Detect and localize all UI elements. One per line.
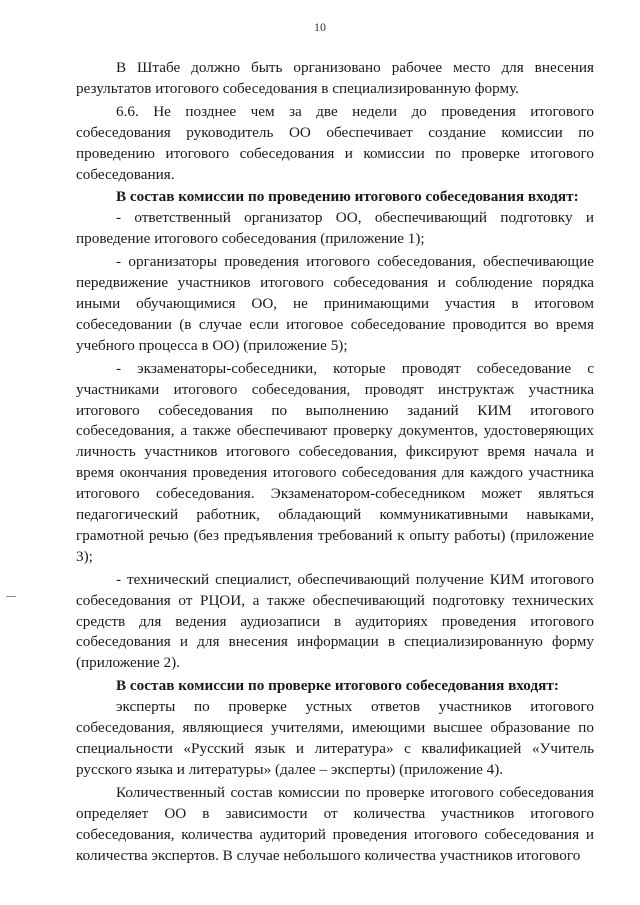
margin-mark: [6, 596, 16, 597]
heading-conduct-commission: В состав комиссии по проведению итогового собеседования входят:: [116, 188, 579, 206]
list-item-technical-specialist: - технический специалист, обеспечивающий получение КИМ итогового собеседования от РЦОИ, а также обеспечивающий подготовку технических средств для ведения аудиозаписи в аудиториях проведения итогового собеседования и для внесения информации в специализированную форму (приложение 2).: [76, 570, 594, 672]
list-item-examiners: - экзаменаторы-собеседники, которые проводят собеседование с участниками итогового собеседования, проводят инструктаж участника итогового собеседования по выполнению заданий КИМ итогового собеседования, а также обеспечивают проверку документов, удостоверяющих личность участников итогового собеседования, фиксируют время начала и время окончания проведения итогового собеседования для каждого участника итогового собеседования. Экзаменатором-собеседником может являться педагогический работник, обладающий коммуникативными навыками, грамотной речью (без предъявления требований к опыту работы) (приложение 3);: [76, 359, 594, 565]
paragraph-experts: эксперты по проверке устных ответов участников итогового собеседования, являющиеся учителями, имеющими высшее образование по специальности «Русский язык и литература» с квалификацией «Учитель русского языка и литературы» (далее – эксперты) (приложение 4).: [76, 698, 594, 778]
page-number: 10: [314, 20, 326, 34]
paragraph-workplace: В Штабе должно быть организовано рабочее место для внесения результатов итогового собеседования в специализированную форму.: [76, 59, 594, 97]
list-item-responsible-organizer: - ответственный организатор ОО, обеспечивающий подготовку и проведение итогового собеседования (приложение 1);: [76, 209, 594, 248]
heading-check-commission: В состав комиссии по проверке итогового собеседования входят:: [116, 677, 559, 695]
list-item-organizers: - организаторы проведения итогового собеседования, обеспечивающие передвижение участников итогового собеседования и соблюдение порядка иными обучающимися ОО, не принимающими участия в итоговом собеседовании (в случае если итоговое собеседование проводится во время учебного процесса в ОО) (приложение 5);: [76, 253, 594, 354]
document-body: [76, 58, 594, 866]
paragraph-quantitative-composition: Количественный состав комиссии по проверке итогового собеседования определяет ОО в зависимости от количества участников итогового собеседования, количества аудиторий проведения итогового собеседования и количества экспертов. В случае небольшого количества участников итогового: [76, 783, 594, 864]
paragraph-commission-creation: 6.6. Не позднее чем за две недели до проведения итогового собеседования руководитель ОО обеспечивает создание комиссии по проведению итогового собеседования и комиссии по проверке итогового собеседования.: [76, 102, 594, 183]
